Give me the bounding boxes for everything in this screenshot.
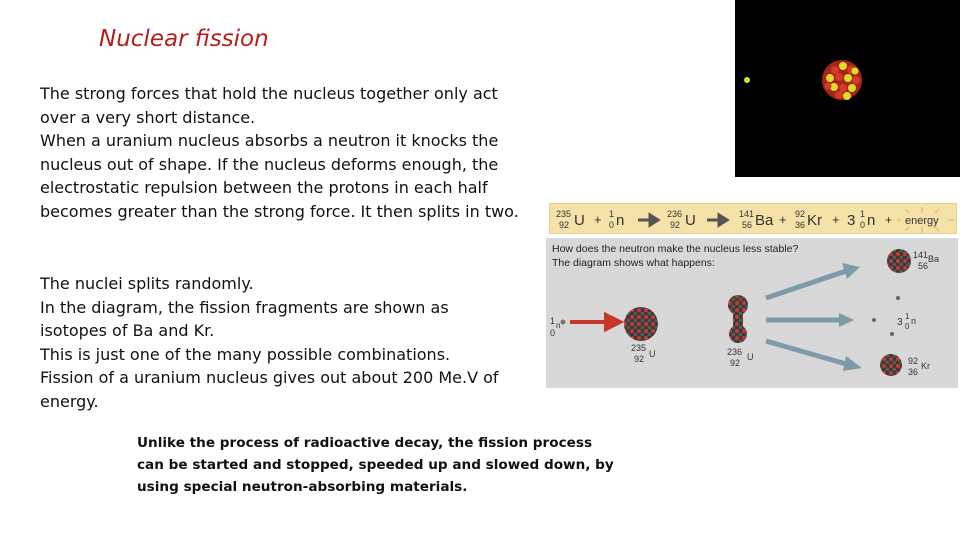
text-line: energy.	[40, 391, 99, 411]
diagram-neutron-symbol: n	[556, 321, 561, 330]
text-line: isotopes of Ba and Kr.	[40, 321, 215, 340]
diagram-neutron-count: 3	[897, 317, 903, 328]
diagram-u-symbol: U	[649, 349, 656, 359]
diagram-u235-mass: 235	[631, 343, 647, 353]
diagram-neutron	[561, 320, 566, 325]
eq-neutron-count: 3	[847, 212, 856, 229]
paragraph-strong-force	[40, 82, 519, 223]
eq-u236-atomic: 92	[670, 220, 681, 230]
diagram-kr-atomic: 36	[908, 367, 919, 377]
diagram-kr-symbol: Kr	[921, 361, 930, 371]
text-line: This is just one of the many possible combinations.	[40, 344, 451, 364]
text-line: becomes greater than the strong force. It then splits in two.	[40, 201, 519, 221]
u235-nucleus	[624, 307, 658, 341]
arrow-to-ba-head	[842, 263, 860, 279]
diagram-u235-atomic: 92	[634, 354, 645, 364]
eq-kr-atomic: 36	[795, 220, 806, 230]
text-line: When a uranium nucleus absorbs a neutron it knocks the	[40, 131, 499, 150]
eq-u235-atomic: 92	[559, 220, 570, 230]
released-neutron	[896, 296, 900, 300]
diagram-question: How does the neutron make the nucleus less stable?	[552, 243, 799, 255]
u236-nucleus-top	[728, 295, 748, 315]
ba-nucleus	[887, 249, 911, 273]
eq-arrow-2	[707, 215, 727, 225]
eq-plus-3: +	[832, 212, 840, 227]
diagram-n-symbol: n	[911, 316, 917, 326]
arrow-to-neutrons-head	[839, 313, 854, 327]
eq-kr-mass: 92	[795, 209, 806, 219]
diagram-ba-mass: 141	[913, 250, 929, 260]
note-paragraph	[137, 432, 614, 498]
text-line: nucleus out of shape. If the nucleus deforms enough, the	[40, 154, 499, 174]
text-line: The nuclei splits randomly.	[40, 274, 254, 293]
diagram-n-atomic: 0	[905, 322, 910, 331]
diagram-u236-mass: 236	[727, 347, 743, 357]
nucleus-cluster	[822, 60, 862, 100]
diagram-u236-atomic: 92	[730, 358, 741, 368]
eq-n-symbol: n	[616, 212, 625, 229]
slide-title: Nuclear fission	[99, 26, 269, 52]
text-line: using special neutron-absorbing materials.	[137, 479, 468, 495]
kr-nucleus	[880, 354, 902, 376]
fission-equation	[549, 203, 957, 234]
eq-plus-2: +	[779, 212, 787, 227]
eq-arrow-1	[638, 215, 658, 225]
diagram-n-mass: 1	[905, 312, 910, 321]
eq-ba-atomic: 56	[742, 220, 753, 230]
eq-n-atomic: 0	[609, 220, 615, 230]
eq-n-mass-2: 1	[860, 209, 866, 219]
eq-ba-mass: 141	[739, 209, 755, 219]
fission-diagram	[546, 238, 958, 388]
incoming-neutron	[744, 77, 750, 83]
eq-kr-symbol: Kr	[807, 212, 822, 229]
released-neutron	[872, 318, 876, 322]
diagram-subtitle: The diagram shows what happens:	[552, 257, 715, 269]
diagram-ba-atomic: 56	[918, 261, 929, 271]
eq-ba-symbol: Ba	[755, 212, 774, 229]
text-line: The strong forces that hold the nucleus together only act	[40, 84, 498, 103]
arrow-to-kr-head	[843, 356, 862, 371]
eq-u-symbol: U	[574, 212, 585, 229]
u236-neck	[733, 313, 743, 327]
arrow-to-ba	[766, 271, 846, 298]
eq-u235-mass: 235	[556, 209, 572, 219]
eq-n-mass: 1	[609, 209, 615, 219]
fission-animation	[735, 0, 960, 177]
u236-nucleus-bottom	[729, 325, 747, 343]
eq-n-atomic-2: 0	[860, 220, 866, 230]
diagram-neutron-mass: 1	[550, 316, 556, 326]
diagram-neutron-arrow	[570, 315, 620, 329]
released-neutron	[890, 332, 894, 336]
diagram-u-symbol-2: U	[747, 352, 754, 362]
equation-graphic	[550, 204, 958, 235]
diagram-graphic	[546, 238, 958, 388]
eq-plus: +	[594, 212, 602, 227]
diagram-kr-mass: 92	[908, 356, 919, 366]
animation-graphic	[735, 0, 960, 177]
text-line: electrostatic repulsion between the protons in each half	[40, 178, 488, 197]
eq-n-symbol-2: n	[867, 212, 876, 229]
eq-plus-4: +	[885, 213, 893, 227]
paragraph-random-split	[40, 272, 499, 413]
text-line: over a very short distance.	[40, 107, 256, 127]
eq-energy-label: energy	[905, 215, 939, 227]
eq-u-symbol-2: U	[685, 212, 696, 229]
text-line: Unlike the process of radioactive decay, the fission process	[137, 435, 593, 451]
diagram-neutron-atomic: 0	[550, 328, 556, 338]
text-line: can be started and stopped, speeded up and slowed down, by	[137, 457, 614, 473]
text-line: In the diagram, the fission fragments are shown as	[40, 297, 449, 317]
text-line: Fission of a uranium nucleus gives out about 200 Me.V of	[40, 368, 499, 387]
diagram-ba-symbol: Ba	[928, 254, 940, 264]
arrow-to-kr	[766, 341, 846, 364]
eq-u236-mass: 236	[667, 209, 683, 219]
